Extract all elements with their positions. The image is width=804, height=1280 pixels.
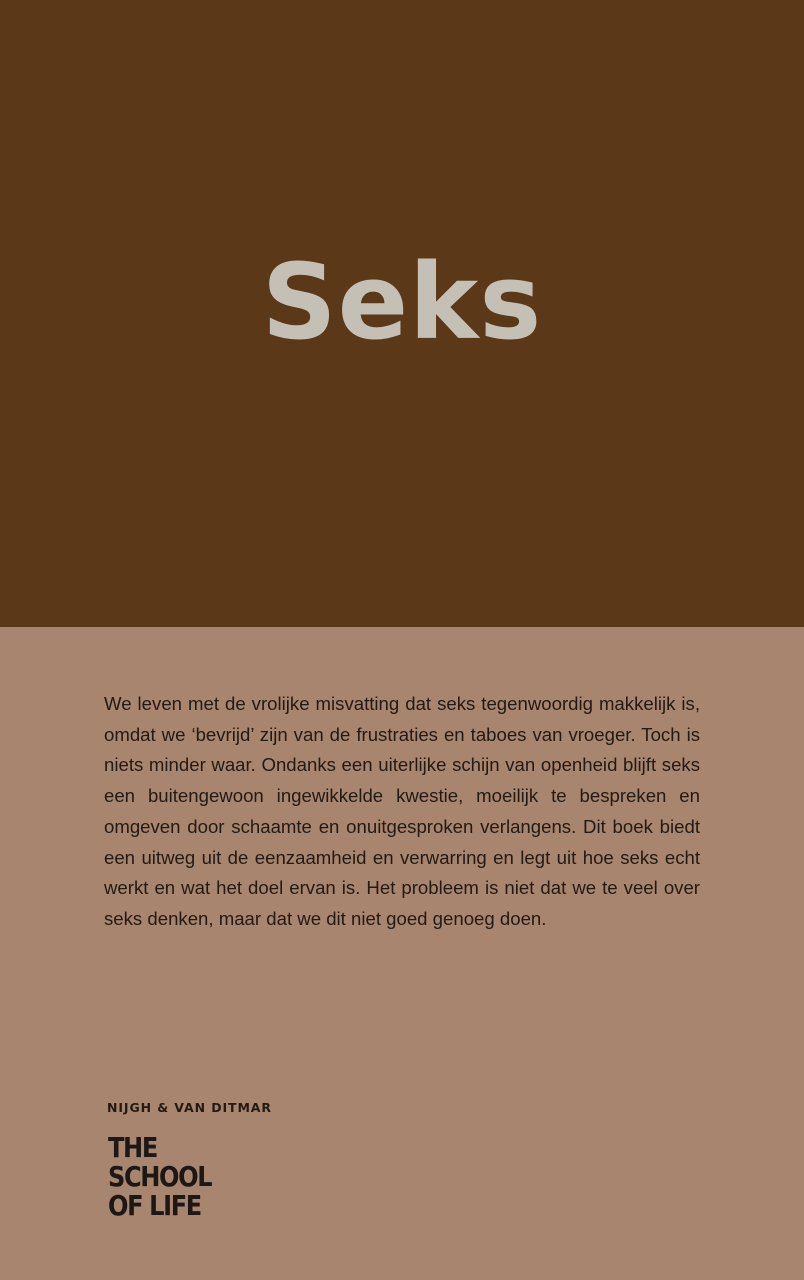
book-title: Seks [261,241,543,363]
logo-line-school: SCHOOL [108,1160,212,1193]
school-of-life-logo [108,1133,211,1220]
publisher-name: NIJGH & VAN DITMAR [107,1100,272,1115]
logo-line-of-life: OF LIFE [108,1189,201,1222]
logo-line-the: THE [108,1131,157,1164]
cover-top-panel [0,0,804,627]
book-blurb: We leven met de vrolijke misvatting dat seks tegenwoordig makkelijk is, omdat we ‘bevrijd’ zijn van de frustraties en taboes van vroeger. Toch is niets minder waar. Ondanks een uiterlijke schijn van openheid blijft seks een buitengewoon ingewikkelde kwestie, moeilijk te bespreken en omgeven door schaamte en onuitgesproken verlangens. Dit boek biedt een uitweg uit de eenzaamheid en verwarring en legt uit hoe seks echt werkt en wat het doel ervan is. Het probleem is niet dat we te veel over seks denken, maar dat we dit niet goed genoeg doen. [104,693,700,929]
